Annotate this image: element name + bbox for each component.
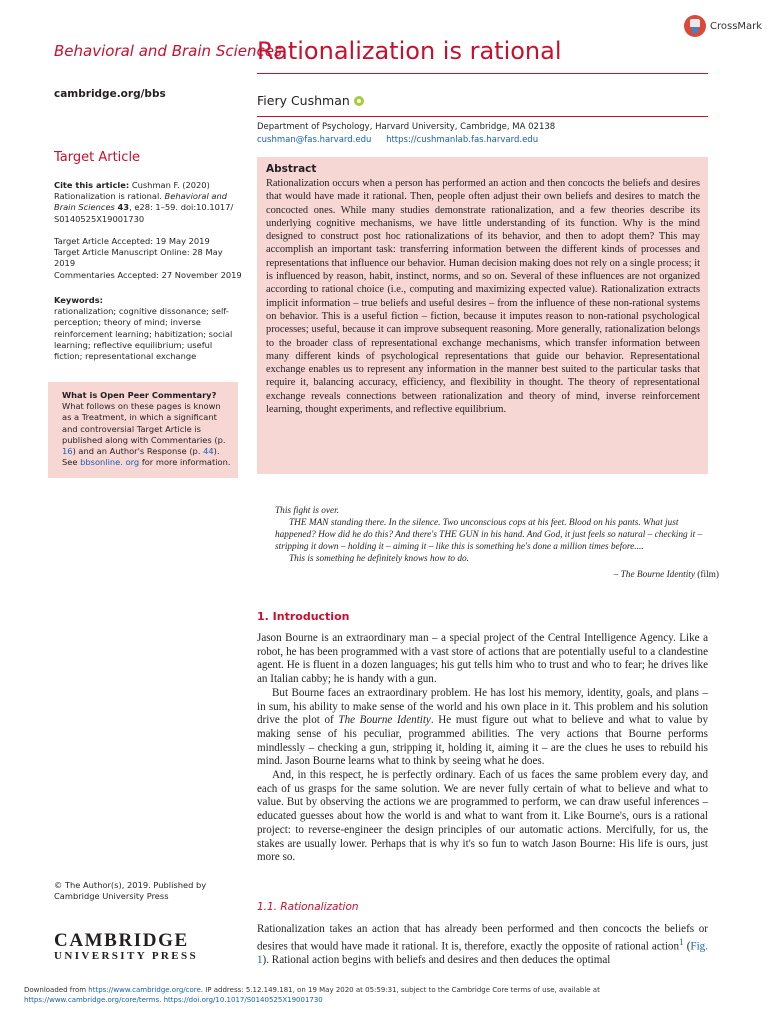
journal-name: Behavioral and Brain Sciences [54,42,282,60]
paragraph: Jason Bourne is an extraordinary man – a special project of the Central Intelligence Agency. Like a robot, he has been programmed with a vast store of actions that are potentially useful to a clandestine agent. He is fluent in a dozen languages; his gut tells him who to trust and who to fear; he drives like an Italian cabby; he is handy with a gun. [257,632,708,686]
abstract-box [257,157,708,474]
article-title: Rationalization is rational [257,37,562,65]
crossmark-badge[interactable] [684,12,768,40]
paragraph-text: But Bourne faces an extraordinary problem. He has lost his memory, identity, goals, and plans – in sum, his ability to make sense of the world and his own place in it. This problem and his solution drive the plot of [257,686,708,727]
footer-text: . IP address: 5.12.149.181, on 19 May 2020 at 05:59:31, subject to the Cambridge Core terms of use, available at [200,986,600,994]
keywords-block [54,295,242,362]
opc-text-2: ) and an Author's Response (p. [72,446,201,457]
doi-link[interactable]: https://doi.org/10.1017/S0140525X19001730 [163,995,323,1004]
epigraph-line: THE MAN standing there. In the silence. Two unconscious cops at his feet. Blood on his pants. What just happened? How did he do this? And there's THE GUN in his hand. And God, it just feels so natural – checking it – stripping it down – holding it – aiming it – like this is something he's done a million times before.... [275,518,703,553]
title-divider [257,73,708,74]
cite-journal: Behavioral and Brain Sciences [54,191,228,213]
paragraph-text: . He must figure out what to believe and what to value by making sense of his peculiar, programmed abilities. The very actions that Bourne performs mindlessly – checking a gun, stripping it, holding it, aiming it – are the clues he uses to rebuild his mind. Jason Bourne learns what to think by seeing what he does. [257,714,708,768]
keywords-label: Keywords: [54,295,103,305]
logo-bottom: UNIVERSITY PRESS [54,950,199,962]
figure-link[interactable]: Fig. 1 [257,940,708,967]
paragraph-text: ( [683,940,691,953]
rationalization-body [257,923,708,968]
opc-text-3: ). See [62,446,220,468]
epigraph-citation [275,569,719,581]
section-heading-introduction: 1. Introduction [257,610,350,623]
cite-label: Cite this article: [54,180,130,190]
paragraph [257,687,708,769]
paragraph-text: ). Rational action begins with beliefs and desires and then deduces the optimal [262,954,611,967]
footer-text: Downloaded from [24,986,89,994]
copyright: © The Author(s), 2019. Published by Cambridge University Press [54,880,207,902]
dates-block [54,236,242,281]
cite-volume: 43 [117,202,130,213]
epigraph-note: (film) [694,570,719,581]
opc-text-4: for more information. [141,457,231,468]
footer-text: . [159,995,164,1004]
cite-doi: , e28: 1–59. doi:10.1017/ S0140525X19001730 [54,202,234,224]
introduction-body [257,632,708,865]
film-title: The Bourne Identity [338,714,431,727]
section-heading-rationalization: 1.1. Rationalization [257,901,359,913]
affiliation: Department of Psychology, Harvard University, Cambridge, MA 02138 [257,122,556,132]
opc-label: What is Open Peer Commentary? [62,390,217,400]
opc-text: What follows on these pages is known as a Treatment, in which a significant and controversial Target Article is published along with Commentaries (p. [62,401,226,445]
author-line [257,93,364,108]
epigraph-source: The Bourne Identity [620,570,695,581]
abstract-text: Rationalization occurs when a person has performed an action and then concocts the beliefs and desires that would have made it rational. Then, people often adjust their own beliefs and desires to match the concocted ones. While many studies demonstrate rationalization, and a few theories describe its underlying cognitive mechanisms, we have little understanding of its function. Why is the mind designed to construct post hoc rationalizations of its behavior, and then to adopt them? This may accomplish an important task: transferring information between the different kinds of processes and representations that influence our behavior. Human decision making does not rely on a single process; it is influenced by reason, habit, instinct, norms, and so on. Several of these influences are not organized according to rational choice (i.e., computing and maximizing expected value). Rationalization extracts implicit information – true beliefs and useful desires – from the influence of these non-rational systems on behavior. This is a useful fiction – fiction, because it imputes reason to non-rational psychological processes; useful, because it can improve subsequent reasoning. More generally, rationalization belongs to the broader class of representational exchange mechanisms, which transfer information between many different kinds of psychological representations that guide our behavior. Representational exchange enables us to represent any information in the manner best suited to the particular tasks that require it, balancing accuracy, efficiency, and flexibility in thought. The theory of representational exchange reveals connections between rationalization and theory of mind, inverse reinforcement learning, thought experiments, and reflective equilibrium. [266,178,700,416]
epigraph-dash: – [613,570,621,581]
epigraph-line: This is something he definitely knows how to do. [289,554,469,565]
logo-top: CAMBRIDGE [54,930,189,951]
target-article-label: Target Article [54,150,141,165]
commentaries-date: Commentaries Accepted: 27 November 2019 [54,269,242,280]
crossmark-label: CrossMark [710,20,763,32]
keywords-list: rationalization; cognitive dissonance; self-perception; theory of mind; inverse reinforcement learning; habitization; social learning; reflective equilibrium; useful fiction; representational exchange [54,306,233,362]
online-date: Target Article Manuscript Online: 28 May 2019 [54,247,223,269]
paragraph-text: Rationalization takes an action that has already been performed and then concocts the beliefs or desires that would have made it rational. It is, therefore, exactly the opposite of rational action [257,923,708,953]
terms-link[interactable]: https://www.cambridge.org/core/terms [24,995,160,1004]
epigraph-line: This fight is over. [275,506,340,516]
footnote-link[interactable]: 1 [679,937,684,948]
author-divider [257,116,708,117]
paragraph: And, in this respect, he is perfectly ordinary. Each of us faces the same problem every day, and each of us grasps for the same solution. We are never fully certain of what to believe and what to value. But by observing the actions we are programmed to perform, we can draw useful inferences – educated guesses about how the world is and what to want from it. Like Bourne's, ours is a rational project: to reverse-engineer the design principles of our automatic actions. Mercifully, for us, the stakes are usually lower. Perhaps that is why it's so fun to watch Jason Bourne: His life is ours, just more so. [257,769,708,864]
lab-url-link[interactable]: https://cushmanlab.fas.harvard.edu [386,135,539,145]
contact-links [257,135,550,145]
accepted-date: Target Article Accepted: 19 May 2019 [54,236,210,246]
cite-text: Cushman F. (2020) Rationalization is rational. [54,180,210,202]
open-peer-commentary-box [48,382,238,478]
email-link[interactable]: cushman@fas.harvard.edu [257,135,372,145]
opc-page-link-2[interactable]: 44 [203,446,214,457]
orcid-icon[interactable] [354,96,364,106]
crossmark-icon [684,15,706,37]
opc-page-link-1[interactable]: 16 [62,446,73,457]
cambridge-core-link[interactable]: https://www.cambridge.org/core [88,986,201,994]
bbsonline-link[interactable]: bbsonline. org [80,457,140,468]
abstract-heading: Abstract [266,163,317,175]
author-name: Fiery Cushman [257,93,350,108]
epigraph [275,505,719,582]
download-footer [24,986,744,1005]
publisher-logo [54,930,198,962]
citation-block [54,180,242,225]
journal-site: cambridge.org/bbs [54,88,166,100]
